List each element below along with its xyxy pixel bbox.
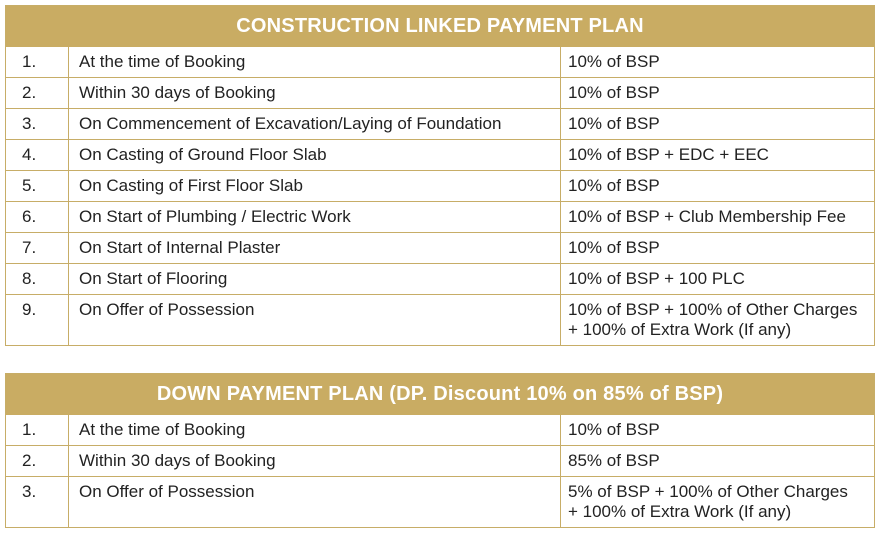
row-stage: On Start of Plumbing / Electric Work <box>69 202 561 233</box>
row-number: 1. <box>6 415 69 446</box>
row-amount: 10% of BSP + 100 PLC <box>561 264 875 295</box>
row-stage: On Casting of First Floor Slab <box>69 171 561 202</box>
table-row <box>6 264 874 295</box>
row-stage: On Casting of Ground Floor Slab <box>69 140 561 171</box>
row-number: 3. <box>6 109 69 140</box>
row-amount: 10% of BSP <box>561 109 875 140</box>
row-amount <box>561 477 875 528</box>
row-amount: 10% of BSP <box>561 171 875 202</box>
row-amount: 10% of BSP <box>561 233 875 264</box>
row-amount: 10% of BSP + EDC + EEC <box>561 140 875 171</box>
construction-linked-payment-plan <box>5 5 875 346</box>
row-number: 2. <box>6 78 69 109</box>
table-row <box>6 415 874 446</box>
table-row <box>6 295 874 346</box>
row-stage: Within 30 days of Booking <box>69 78 561 109</box>
table-row <box>6 446 874 477</box>
amount-line: + 100% of Extra Work (If any) <box>568 502 792 521</box>
row-number: 9. <box>6 295 69 346</box>
row-number: 8. <box>6 264 69 295</box>
table-row <box>6 109 874 140</box>
row-stage: On Start of Internal Plaster <box>69 233 561 264</box>
row-stage: On Start of Flooring <box>69 264 561 295</box>
row-stage: On Offer of Possession <box>69 477 561 528</box>
payment-table <box>6 415 874 527</box>
row-number: 2. <box>6 446 69 477</box>
table-row <box>6 202 874 233</box>
row-number: 6. <box>6 202 69 233</box>
row-number: 1. <box>6 47 69 78</box>
plan-title: CONSTRUCTION LINKED PAYMENT PLAN <box>6 6 874 47</box>
table-row <box>6 140 874 171</box>
plan-title: DOWN PAYMENT PLAN (DP. Discount 10% on 85% of BSP) <box>6 374 874 415</box>
row-amount: 10% of BSP <box>561 415 875 446</box>
amount-line: + 100% of Extra Work (If any) <box>568 320 792 339</box>
row-stage: At the time of Booking <box>69 415 561 446</box>
row-amount: 10% of BSP <box>561 47 875 78</box>
table-row <box>6 477 874 528</box>
row-stage: On Offer of Possession <box>69 295 561 346</box>
row-stage: At the time of Booking <box>69 47 561 78</box>
amount-line: 5% of BSP + 100% of Other Charges <box>568 482 848 501</box>
down-payment-plan <box>5 373 875 528</box>
row-amount: 10% of BSP <box>561 78 875 109</box>
row-stage: Within 30 days of Booking <box>69 446 561 477</box>
row-stage: On Commencement of Excavation/Laying of Foundation <box>69 109 561 140</box>
row-amount: 10% of BSP + Club Membership Fee <box>561 202 875 233</box>
row-number: 3. <box>6 477 69 528</box>
row-amount <box>561 295 875 346</box>
row-number: 4. <box>6 140 69 171</box>
row-amount: 85% of BSP <box>561 446 875 477</box>
row-number: 7. <box>6 233 69 264</box>
table-row <box>6 78 874 109</box>
amount-line: 10% of BSP + 100% of Other Charges <box>568 300 858 319</box>
table-row <box>6 47 874 78</box>
table-row <box>6 233 874 264</box>
row-number: 5. <box>6 171 69 202</box>
table-row <box>6 171 874 202</box>
payment-table <box>6 47 874 345</box>
